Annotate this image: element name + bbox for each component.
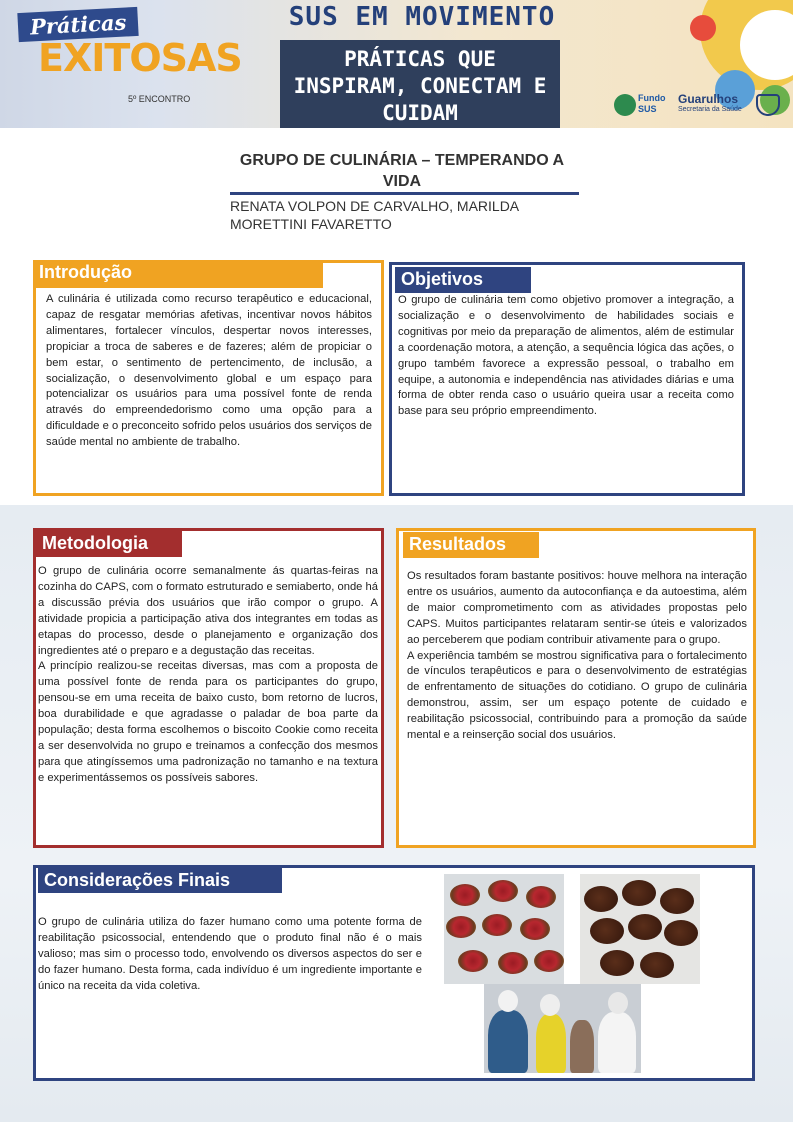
- person-shape: [540, 994, 560, 1016]
- tart-shape: [446, 916, 476, 938]
- praticas-exitosas-logo: [8, 6, 242, 106]
- tart-shape: [498, 952, 528, 974]
- guarulhos-name: Guarulhos: [678, 92, 739, 106]
- guarulhos-logo: [678, 92, 742, 113]
- fundo-sus-text: Fundo SUS: [638, 93, 666, 114]
- decor-shape: [690, 15, 716, 41]
- section-heading: Metodologia: [36, 531, 182, 557]
- person-shape: [498, 990, 518, 1012]
- logo-exitosas-text: EXITOSAS: [38, 36, 242, 80]
- tart-shape: [526, 886, 556, 908]
- cookie-shape: [590, 918, 624, 944]
- person-shape: [608, 992, 628, 1014]
- cookie-shape: [600, 950, 634, 976]
- photo-berry-tarts: [444, 874, 564, 984]
- tart-shape: [482, 914, 512, 936]
- logo-encontro-text: 5º ENCONTRO: [128, 94, 191, 104]
- section-resultados: [396, 528, 756, 848]
- cookie-shape: [622, 880, 656, 906]
- section-heading: Introdução: [33, 260, 323, 288]
- poster-authors: RENATA VOLPON DE CARVALHO, MARILDA MORETTINI FAVARETTO: [230, 198, 519, 232]
- photo-cookies: [580, 874, 700, 984]
- section-text: O grupo de culinária utiliza do fazer humano como uma potente forma de reabilitação psicossocial, entendendo que o produto final não é o mais valioso; mas sim o processo todo, envolvendo os diversos aspectos do ser e do fazer humano. Desta forma, cada indivíduo é um ingrediente importante e único na receita da vida coletiva.: [38, 916, 422, 992]
- tart-shape: [450, 884, 480, 906]
- section-metodologia: [33, 528, 384, 848]
- section-heading: Objetivos: [395, 267, 531, 293]
- section-text: A culinária é utilizada como recurso terapêutico e educacional, capaz de resgatar memórias afetivas, incentivar novos hábitos alimentares, fortalecer vínculos, despertar novos interesses, propiciar a troca de saberes e de fazeres; além de propiciar o bem estar, o sentimento de pertencimento, de inclusão, a socialização, o desenvolvimento global e um espaço para potencializar os usuários para uma possível fonte de renda através do empreendedorismo como uma opção para a dificuldade e o preconceito sofrido pelos usuários dos serviços de saúde mental no ambiente de trabalho.: [46, 293, 372, 449]
- person-shape: [598, 1012, 636, 1073]
- sus-circle-icon: [614, 94, 636, 116]
- header-banner: [0, 0, 793, 128]
- tart-shape: [520, 918, 550, 940]
- section-introducao: [33, 260, 384, 496]
- tart-shape: [458, 950, 488, 972]
- person-shape: [488, 1010, 528, 1073]
- tart-shape: [488, 880, 518, 902]
- title-divider: [230, 192, 579, 195]
- banner-headline: SUS EM MOVIMENTO: [288, 2, 556, 32]
- cookie-shape: [640, 952, 674, 978]
- cookie-shape: [664, 920, 698, 946]
- banner-subheadline: PRÁTICAS QUE INSPIRAM, CONECTAM E CUIDAM: [280, 40, 560, 128]
- fundo-sus-logo: [614, 92, 668, 118]
- logo-praticas-text: Práticas: [17, 7, 139, 42]
- guarulhos-subtitle: Secretaria da Saúde: [678, 106, 742, 113]
- person-shape: [570, 1020, 594, 1073]
- cookie-shape: [584, 886, 618, 912]
- person-shape: [536, 1014, 566, 1073]
- poster-title: GRUPO DE CULINÁRIA – TEMPERANDO A VIDA: [239, 152, 565, 190]
- section-heading: Resultados: [403, 532, 539, 558]
- tart-shape: [534, 950, 564, 972]
- section-text: Os resultados foram bastante positivos: houve melhora na interação entre os usuários, aumento da autoconfiança e da autoestima, além de maior comprometimento com as atividades propostas pelo CAPS. Muitos participantes relataram sentir-se úteis e valorizados ao perceberem que podiam contribuir ativamente para o grupo. A experiência também se mostrou significativa para o fortalecimento de vínculos terapêuticos e para o desenvolvimento de estratégias de enfrentamento de situações do cotidiano. O grupo de culinária demonstrou, assim, ser um espaço potente de cuidado e reabilitação psicossocial, contribuindo para a promoção da saúde mental e a reinserção social dos usuários.: [407, 570, 747, 742]
- section-heading: Considerações Finais: [38, 868, 282, 893]
- cookie-shape: [628, 914, 662, 940]
- section-text: O grupo de culinária ocorre semanalmente ás quartas-feiras na cozinha do CAPS, com o formato estruturado e semiaberto, onde há a discussão prévia dos usuários que irão compor o grupo. A atividade propicia a participação ativa dos integrantes em todas as etapas do processo, desde o planejamento e organização dos ingredientes até o preparo e a degustação das receitas. A princípio realizou-se receitas diversas, mas com a proposta de uma possível fonte de renda para os participantes do grupo, pensou-se em uma receita de baixo custo, bom retorno de lucros, boa durabilidade e que agradasse o paladar de boa parte da população; desta forma escolhemos o biscoito Cookie como receita a ser desenvolvida no grupo e treinamos a confecção dos mesmos para que atingíssemos uma padronização no tamanho e na textura e experimentássemos os possíveis sabores.: [38, 565, 378, 784]
- section-text: O grupo de culinária tem como objetivo promover a integração, a socialização e o desenvolvimento de habilidades sociais e cognitivas por meio da preparação de alimentos, além de estimular a coordenação motora, a atenção, a sequência lógica das ações, o grupo também favorece a expressão pessoal, o trabalho em equipe, a autonomia e independência nas atividades diárias e uma forma de obter renda caso o usuário queira usar a receita como base para seu próprio empreendimento.: [398, 294, 734, 418]
- cookie-shape: [660, 888, 694, 914]
- photo-group-cooking: [484, 984, 641, 1073]
- section-objetivos: [389, 262, 745, 496]
